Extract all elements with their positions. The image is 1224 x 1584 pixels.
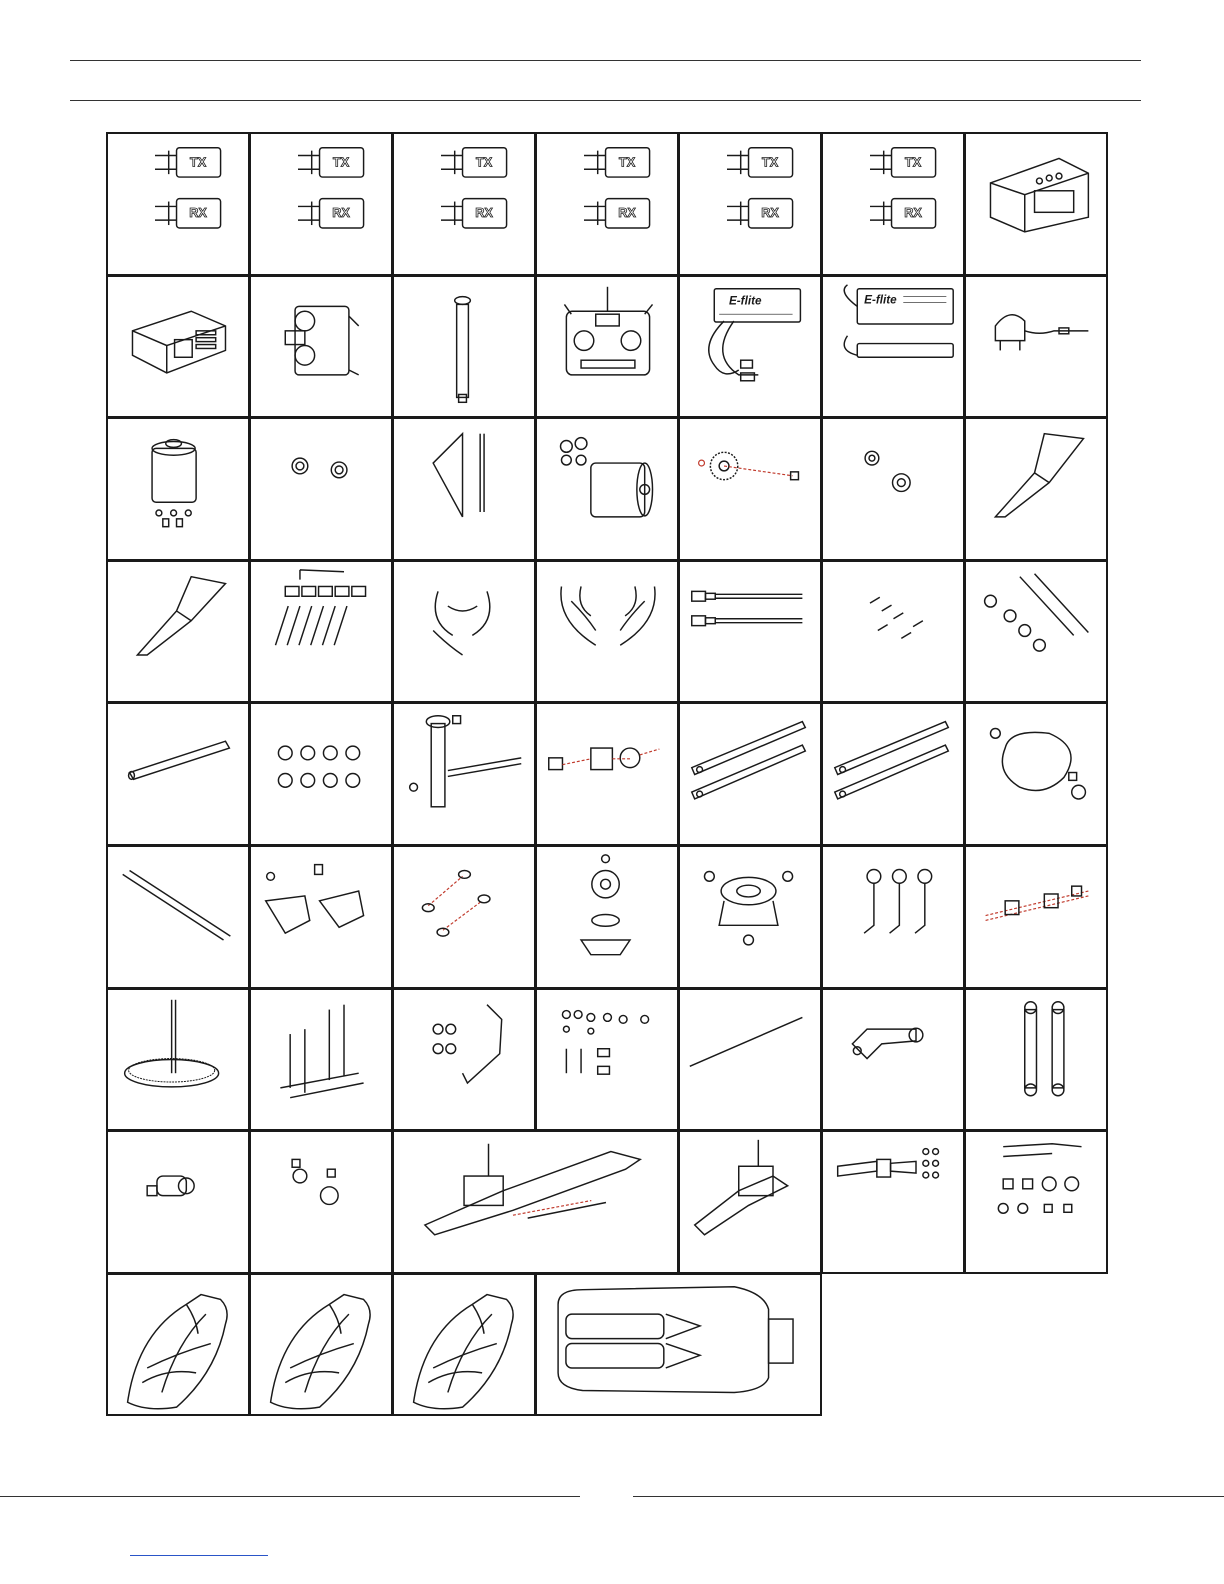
canopy-illustration — [251, 1275, 391, 1415]
part-cell-motor-mount — [535, 417, 679, 561]
part-cell-skid-clips — [535, 560, 679, 704]
washers-illustration — [251, 704, 391, 844]
crystal-illustration — [680, 134, 820, 274]
hardware-illustration — [966, 1132, 1106, 1272]
part-cell-rods-bearings — [964, 560, 1108, 704]
part-cell-hardware — [964, 1130, 1108, 1274]
part-cell-tube — [106, 702, 250, 846]
frame-full-illustration — [394, 1132, 677, 1272]
part-cell-receiver-box — [106, 275, 250, 419]
part-cell-washers — [249, 702, 393, 846]
crystal-label: RX — [761, 205, 779, 221]
crystal-label: TX — [475, 154, 493, 170]
frames-illustration — [966, 990, 1106, 1130]
blades-illustration — [680, 704, 820, 844]
bearings-2-illustration — [823, 419, 963, 559]
frame-small-illustration — [680, 1132, 820, 1272]
crystal-illustration — [537, 134, 677, 274]
battery-label-illustration — [823, 277, 963, 417]
landing-gear-illustration — [251, 990, 391, 1130]
part-cell-canopy — [392, 1273, 536, 1417]
collars-illustration — [251, 1132, 391, 1272]
servo-illustration — [251, 277, 391, 417]
head-hub-illustration — [394, 704, 534, 844]
canopy-clips-illustration — [394, 562, 534, 702]
main-gear-illustration — [108, 990, 248, 1130]
pins-set-illustration — [251, 562, 391, 702]
part-cell-landing-gear — [249, 988, 393, 1132]
part-cell-crystal — [678, 132, 822, 276]
part-cell-gear-shaft — [678, 417, 822, 561]
parts-grid — [106, 132, 1106, 1416]
part-cell-links — [392, 845, 536, 989]
part-cell-crystal — [821, 132, 965, 276]
fin-rod-illustration — [394, 419, 534, 559]
head-parts-illustration — [823, 1132, 963, 1272]
part-cell-canopy — [249, 1273, 393, 1417]
part-cell-bellcrank — [392, 988, 536, 1132]
part-cell-collars — [249, 1130, 393, 1274]
head-exploded-illustration — [537, 704, 677, 844]
wires-illustration — [680, 562, 820, 702]
crystal-illustration — [251, 134, 391, 274]
crystal-rx-icon — [155, 199, 221, 228]
part-cell-collar — [106, 1130, 250, 1274]
crystal-rx-icon — [298, 199, 364, 228]
part-cell-battery-pack — [678, 275, 822, 419]
part-cell-canopy — [106, 1273, 250, 1417]
header-rule-bottom — [70, 100, 1141, 101]
footer-link-underline[interactable] — [130, 1555, 268, 1556]
motor-mount-illustration — [537, 419, 677, 559]
footer-rule-left — [0, 1496, 580, 1497]
part-cell-tail-blade-2 — [106, 560, 250, 704]
crystal-illustration — [394, 134, 534, 274]
canopy-illustration — [394, 1275, 534, 1415]
part-cell-frame-full — [392, 1130, 679, 1274]
part-cell-tail-blade — [964, 417, 1108, 561]
receiver-box-illustration — [108, 277, 248, 417]
gear-shaft-illustration — [680, 419, 820, 559]
crystal-label: RX — [189, 205, 207, 221]
small-pins-illustration — [823, 562, 963, 702]
crystal-tx-icon — [155, 148, 221, 177]
part-cell-blades — [678, 702, 822, 846]
part-cell-paddles — [249, 845, 393, 989]
logo-text: E-flite — [728, 294, 762, 308]
bearings-illustration — [251, 419, 391, 559]
collar-illustration — [108, 1132, 248, 1272]
part-cell-head-hub — [392, 702, 536, 846]
footer-rule-right — [633, 1496, 1224, 1497]
part-cell-canopy-clips — [392, 560, 536, 704]
part-cell-case — [535, 1273, 822, 1417]
crystal-tx-icon — [870, 148, 936, 177]
part-cell-clamp — [821, 988, 965, 1132]
swash-exploded-illustration — [537, 847, 677, 987]
crystal-label: RX — [904, 205, 922, 221]
part-cell-crystal — [535, 132, 679, 276]
transmitter-illustration — [537, 277, 677, 417]
clamp-illustration — [823, 990, 963, 1130]
part-cell-control-arms — [821, 845, 965, 989]
part-cell-frame-small — [678, 1130, 822, 1274]
crystal-label: TX — [618, 154, 636, 170]
part-cell-battery-label — [821, 275, 965, 419]
part-cell-screws — [535, 988, 679, 1132]
case-illustration — [537, 1275, 820, 1415]
part-cell-servo — [249, 275, 393, 419]
part-cell-rx-unit — [964, 132, 1108, 276]
main-shaft-illustration — [394, 277, 534, 417]
part-cell-main-shaft — [392, 275, 536, 419]
part-cell-crystal — [106, 132, 250, 276]
charger-illustration — [966, 277, 1106, 417]
part-cell-linkage-assembly — [964, 845, 1108, 989]
crystal-label: TX — [332, 154, 350, 170]
part-cell-main-gear — [106, 988, 250, 1132]
part-cell-transmitter — [535, 275, 679, 419]
crystal-label: RX — [475, 205, 493, 221]
skid-clips-illustration — [537, 562, 677, 702]
blades-illustration — [823, 704, 963, 844]
screws-illustration — [537, 990, 677, 1130]
part-cell-crystal — [249, 132, 393, 276]
links-illustration — [394, 847, 534, 987]
crystal-rx-icon — [441, 199, 507, 228]
long-rods-illustration — [108, 847, 248, 987]
part-cell-thin-rod — [678, 988, 822, 1132]
part-cell-swash-exploded — [535, 845, 679, 989]
part-cell-head-parts — [821, 1130, 965, 1274]
thin-rod-illustration — [680, 990, 820, 1130]
part-cell-bearings — [249, 417, 393, 561]
part-cell-long-rods — [106, 845, 250, 989]
rx-unit-illustration — [966, 134, 1106, 274]
rods-bearings-illustration — [966, 562, 1106, 702]
swashplate-illustration — [680, 847, 820, 987]
crystal-rx-icon — [584, 199, 650, 228]
crystal-label: RX — [618, 205, 636, 221]
motor-bits-illustration — [108, 419, 248, 559]
battery-pack-illustration — [680, 277, 820, 417]
paddles-illustration — [251, 847, 391, 987]
crystal-illustration — [108, 134, 248, 274]
crystal-tx-icon — [298, 148, 364, 177]
part-cell-flybar-ring — [964, 702, 1108, 846]
crystal-rx-icon — [727, 199, 793, 228]
tail-blade-illustration — [966, 419, 1106, 559]
crystal-rx-icon — [870, 199, 936, 228]
crystal-tx-icon — [584, 148, 650, 177]
part-cell-charger — [964, 275, 1108, 419]
tube-illustration — [108, 704, 248, 844]
part-cell-motor-bits — [106, 417, 250, 561]
linkage-assembly-illustration — [966, 847, 1106, 987]
part-cell-crystal — [392, 132, 536, 276]
part-cell-wires — [678, 560, 822, 704]
crystal-tx-icon — [727, 148, 793, 177]
part-cell-fin-rod — [392, 417, 536, 561]
crystal-tx-icon — [441, 148, 507, 177]
part-cell-head-exploded — [535, 702, 679, 846]
logo-text: E-flite — [864, 293, 897, 307]
part-cell-small-pins — [821, 560, 965, 704]
crystal-label: RX — [332, 205, 350, 221]
bellcrank-illustration — [394, 990, 534, 1130]
crystal-label: TX — [904, 154, 922, 170]
flybar-ring-illustration — [966, 704, 1106, 844]
canopy-illustration — [108, 1275, 248, 1415]
part-cell-swashplate — [678, 845, 822, 989]
crystal-illustration — [823, 134, 963, 274]
part-cell-blades — [821, 702, 965, 846]
tail-blade-2-illustration — [108, 562, 248, 702]
part-cell-bearings-2 — [821, 417, 965, 561]
crystal-label: TX — [761, 154, 779, 170]
crystal-label: TX — [189, 154, 207, 170]
control-arms-illustration — [823, 847, 963, 987]
header-rule-top — [70, 60, 1141, 61]
part-cell-pins-set — [249, 560, 393, 704]
part-cell-frames — [964, 988, 1108, 1132]
